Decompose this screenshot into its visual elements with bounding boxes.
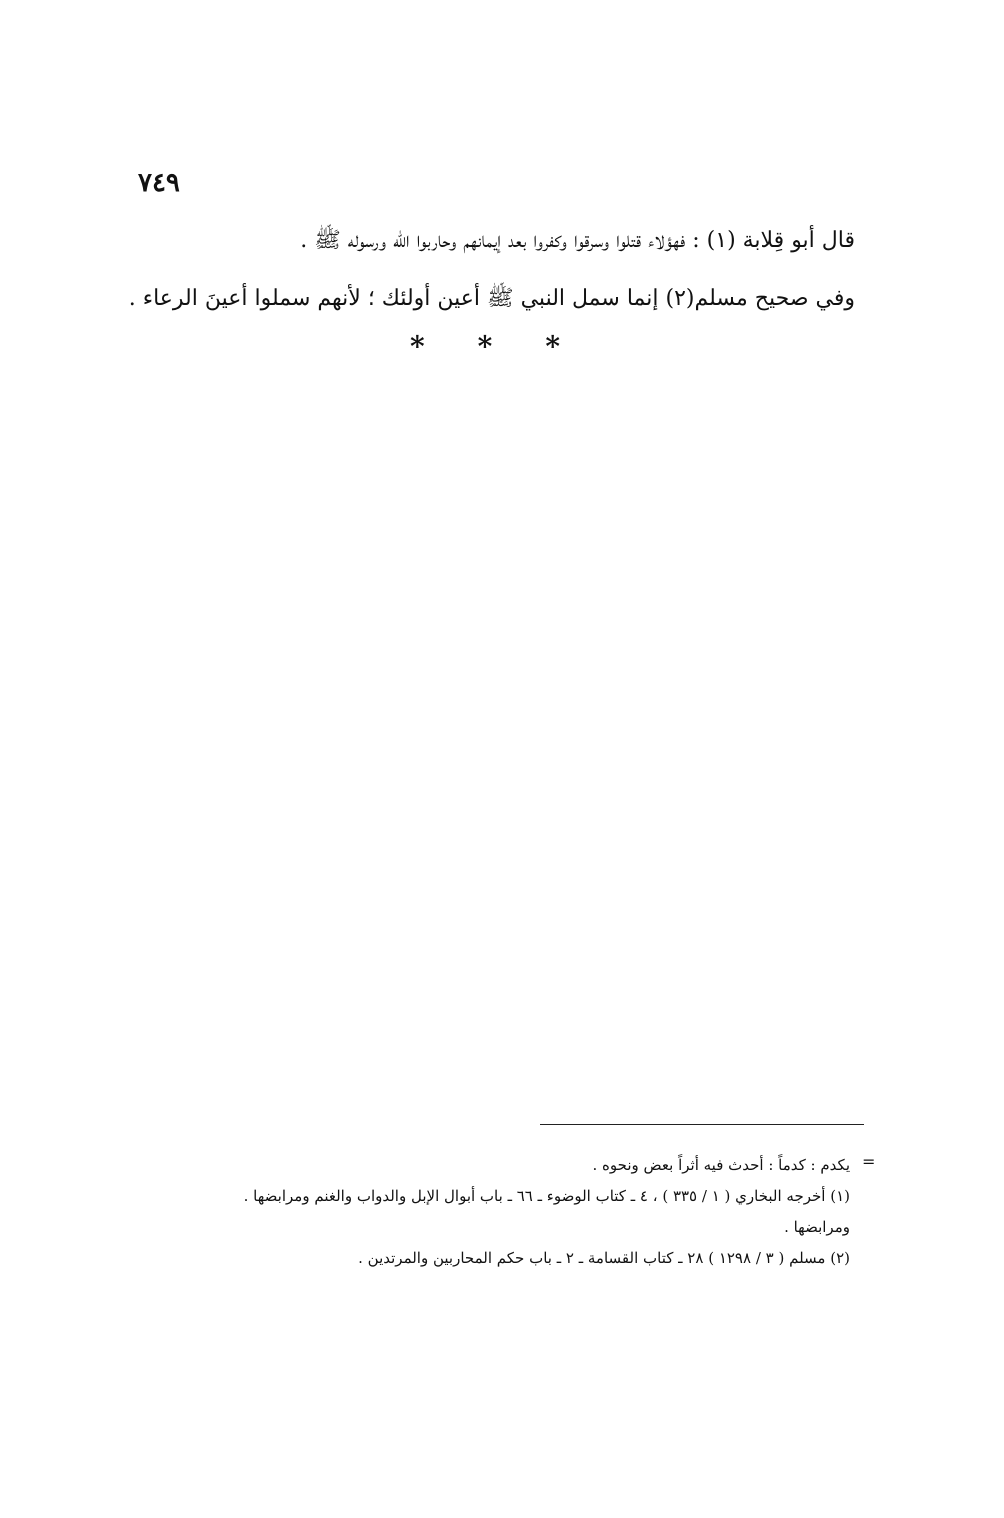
- footnote-1: (١) أخرجه البخاري ( ١ / ٣٣٥ ) ، ٤ ـ كتاب الوضوء ـ ٦٦ ـ باب أبوال الإبل والدواب والغنم ومرابضها .: [243, 1187, 850, 1205]
- footnote-2: (٢) مسلم ( ٣ / ١٢٩٨ ) ٢٨ ـ كتاب القسامة ـ ٢ ـ باب حكم المحاربين والمرتدين .: [358, 1249, 850, 1267]
- footnotes: [220, 1150, 850, 1274]
- separator-star: *: [545, 330, 560, 363]
- page-number: ٧٤٩: [138, 168, 180, 198]
- separator-star: *: [477, 330, 493, 363]
- footnote-continuation: يكدم : كدماً : أحدث فيه أثراً بعض ونحوه .: [592, 1156, 850, 1174]
- separator-star: *: [410, 330, 425, 363]
- body-line-1: قال أبو قِلابة (١) : فهؤلاء قتلوا وسرقوا وكفروا بعد إيمانهم وحاربوا الله ورسوله ﷺ .: [300, 228, 855, 253]
- continuation-mark: =: [862, 1152, 876, 1171]
- footnote-rule: [540, 1124, 864, 1125]
- footnote-1-continuation: ومرابضها .: [784, 1218, 850, 1236]
- main-text: [128, 212, 855, 328]
- section-separator: [410, 330, 560, 363]
- body-line-2: وفي صحيح مسلم(٢) إنما سمل النبي ﷺ أعين أولئك ؛ لأنهم سملوا أعينَ الرعاء .: [128, 286, 855, 311]
